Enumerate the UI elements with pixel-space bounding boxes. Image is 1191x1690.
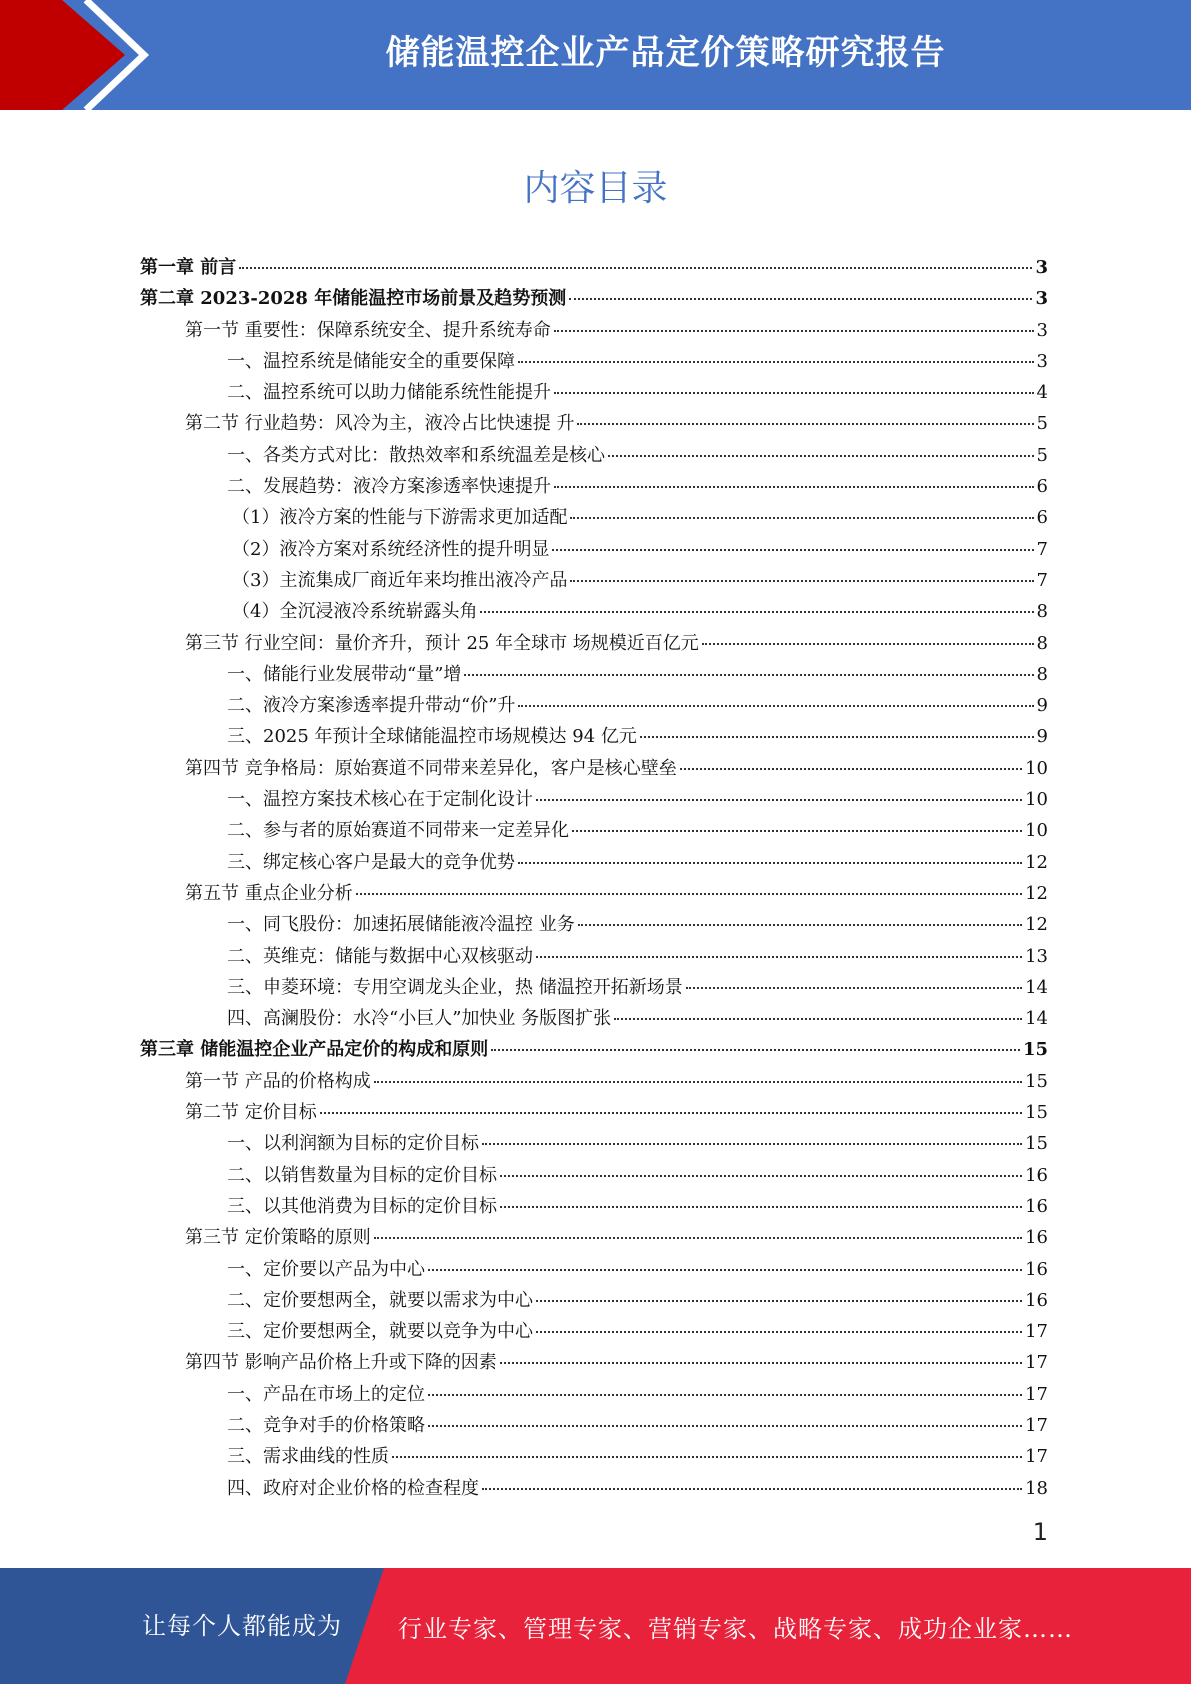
toc-entry[interactable]: [140, 910, 1048, 941]
toc-entry[interactable]: [140, 1474, 1048, 1505]
toc-entry-page: 17: [1025, 1321, 1048, 1343]
toc-entry-label: 二、以销售数量为目标的定价目标: [227, 1164, 497, 1186]
toc-entry[interactable]: [140, 1035, 1048, 1066]
toc-entry-page: 17: [1025, 1383, 1048, 1405]
toc-dot-leader: [554, 486, 1034, 488]
toc-entry[interactable]: [140, 1380, 1048, 1411]
toc-entry-label: 一、各类方式对比：散热效率和系统温差是核心: [227, 444, 605, 466]
toc-entry[interactable]: [140, 1067, 1048, 1098]
toc-entry-page: 15: [1025, 1070, 1048, 1092]
toc-entry[interactable]: [140, 1255, 1048, 1286]
toc-entry-label: 一、以利润额为目标的定价目标: [227, 1133, 479, 1155]
toc-dot-leader: [239, 267, 1032, 269]
toc-entry-label: （3）主流集成厂商近年来均推出液冷产品: [232, 569, 568, 591]
toc-dot-leader: [577, 423, 1033, 425]
toc-entry-label: 三、绑定核心客户是最大的竞争优势: [227, 851, 515, 873]
toc-entry-label: 四、高澜股份：水冷“小巨人”加快业 务版图扩张: [227, 1008, 612, 1030]
toc-entry-label: 第三章 储能温控企业产品定价的构成和原则: [140, 1039, 489, 1061]
toc-dot-leader: [614, 1018, 1022, 1020]
toc-entry[interactable]: [140, 1223, 1048, 1254]
toc-entry-page: 17: [1025, 1352, 1048, 1374]
toc-entry-page: 18: [1025, 1477, 1048, 1499]
toc-entry[interactable]: [140, 253, 1048, 284]
toc-entry-page: 6: [1036, 507, 1048, 529]
toc-entry-page: 14: [1025, 976, 1048, 998]
toc-dot-leader: [552, 549, 1033, 551]
toc-entry-page: 12: [1025, 851, 1048, 873]
toc-dot-leader: [320, 1112, 1022, 1114]
toc-entry-page: 16: [1025, 1164, 1048, 1186]
toc-entry-label: 第三节 定价策略的原则: [185, 1227, 371, 1249]
toc-entry[interactable]: [140, 597, 1048, 628]
toc-dot-leader: [702, 643, 1034, 645]
toc-entry[interactable]: [140, 1192, 1048, 1223]
toc-dot-leader: [500, 1175, 1022, 1177]
toc-entry-page: 15: [1022, 1039, 1048, 1061]
toc-entry-label: 一、产品在市场上的定位: [227, 1383, 425, 1405]
toc-entry-label: 三、申菱环境：专用空调龙头企业，热 储温控开拓新场景: [227, 976, 683, 998]
toc-entry-page: 10: [1025, 757, 1048, 779]
toc-entry[interactable]: [140, 816, 1048, 847]
toc-entry-page: 5: [1036, 413, 1048, 435]
toc-dot-leader: [482, 1143, 1022, 1145]
toc-entry-page: 9: [1036, 726, 1048, 748]
toc-entry[interactable]: [140, 316, 1048, 347]
toc-entry-page: 3: [1035, 257, 1048, 278]
toc-entry[interactable]: [140, 347, 1048, 378]
toc-entry-label: 一、定价要以产品为中心: [227, 1258, 425, 1280]
toc-dot-leader: [608, 455, 1034, 457]
toc-dot-leader: [374, 1237, 1022, 1239]
toc-dot-leader: [428, 1394, 1022, 1396]
toc-entry-page: 13: [1025, 945, 1048, 967]
toc-entry-page: 4: [1036, 382, 1048, 404]
toc-entry[interactable]: [140, 785, 1048, 816]
toc-entry-page: 12: [1025, 882, 1048, 904]
toc-entry-label: 二、参与者的原始赛道不同带来一定差异化: [227, 820, 569, 842]
toc-entry-label: （4）全沉浸液冷系统崭露头角: [232, 601, 478, 623]
toc-entry[interactable]: [140, 1161, 1048, 1192]
toc-entry-label: 第一节 产品的价格构成: [185, 1070, 371, 1092]
toc-entry-page: 17: [1025, 1414, 1048, 1436]
toc-entry[interactable]: [140, 879, 1048, 910]
toc-dot-leader: [518, 361, 1034, 363]
report-title: 储能温控企业产品定价策略研究报告: [385, 33, 946, 73]
toc-entry-label: 三、以其他消费为目标的定价目标: [227, 1195, 497, 1217]
toc-dot-leader: [480, 611, 1033, 613]
toc-entry[interactable]: [140, 848, 1048, 879]
toc-dot-leader: [554, 330, 1034, 332]
toc-entry[interactable]: [140, 1411, 1048, 1442]
toc-entry-page: 3: [1036, 319, 1048, 341]
toc-dot-leader: [680, 768, 1022, 770]
toc-dot-leader: [569, 298, 1032, 300]
toc-dot-leader: [518, 705, 1033, 707]
toc-entry-label: 三、定价要想两全，就要以竞争为中心: [227, 1321, 533, 1343]
toc-dot-leader: [570, 517, 1033, 519]
toc-entry-label: 第二节 定价目标: [185, 1102, 317, 1124]
toc-entry-label: 二、竞争对手的价格策略: [227, 1414, 425, 1436]
toc-entry-page: 15: [1025, 1102, 1048, 1124]
red-arrow-decoration: [0, 0, 160, 110]
toc-dot-leader: [428, 1425, 1022, 1427]
toc-entry-page: 8: [1036, 632, 1048, 654]
toc-entry-page: 14: [1025, 1008, 1048, 1030]
toc-dot-leader: [536, 1300, 1022, 1302]
toc-entry-page: 15: [1025, 1133, 1048, 1155]
toc-entry-label: 一、温控系统是储能安全的重要保障: [227, 350, 515, 372]
toc-dot-leader: [536, 1331, 1022, 1333]
toc-entry-page: 10: [1025, 820, 1048, 842]
toc-entry-label: 一、同飞股份：加速拓展储能液冷温控 业务: [227, 914, 575, 936]
table-of-contents: [140, 253, 1048, 1505]
toc-entry-label: （2）液冷方案对系统经济性的提升明显: [232, 538, 550, 560]
toc-entry-label: 第三节 行业空间：量价齐升，预计 25 年全球市 场规模近百亿元: [185, 632, 699, 654]
toc-entry-page: 12: [1025, 914, 1048, 936]
toc-entry[interactable]: [140, 378, 1048, 409]
toc-entry[interactable]: [140, 942, 1048, 973]
toc-entry-label: 二、英维克：储能与数据中心双核驱动: [227, 945, 533, 967]
toc-entry[interactable]: [140, 1317, 1048, 1348]
toc-dot-leader: [640, 736, 1034, 738]
toc-entry-label: 二、液冷方案渗透率提升带动“价”升: [227, 695, 516, 717]
toc-dot-leader: [536, 956, 1022, 958]
toc-dot-leader: [554, 392, 1034, 394]
toc-dot-leader: [572, 830, 1022, 832]
toc-entry-page: 16: [1025, 1227, 1048, 1249]
toc-entry-page: 9: [1036, 695, 1048, 717]
toc-dot-leader: [464, 674, 1033, 676]
toc-entry-page: 16: [1025, 1258, 1048, 1280]
toc-entry-page: 8: [1036, 601, 1048, 623]
header-banner: [0, 0, 1191, 110]
toc-entry-page: 3: [1035, 288, 1048, 310]
toc-dot-leader: [500, 1362, 1022, 1364]
toc-entry-label: 第二章 2023-2028 年储能温控市场前景及趋势预测: [140, 288, 567, 310]
toc-entry-page: 7: [1036, 538, 1048, 560]
toc-dot-leader: [392, 1456, 1022, 1458]
toc-dot-leader: [536, 799, 1022, 801]
toc-entry[interactable]: [140, 409, 1048, 440]
toc-entry-page: 16: [1025, 1195, 1048, 1217]
toc-entry[interactable]: [140, 472, 1048, 503]
toc-entry-label: 第一章 前言: [140, 257, 237, 278]
toc-entry[interactable]: [140, 1129, 1048, 1160]
toc-entry-label: 第二节 行业趋势：风冷为主，液冷占比快速提 升: [185, 413, 575, 435]
toc-entry-label: 第五节 重点企业分析: [185, 882, 353, 904]
toc-heading: 内容目录: [523, 168, 668, 209]
toc-entry-label: （1）液冷方案的性能与下游需求更加适配: [232, 507, 568, 529]
toc-entry-label: 四、政府对企业价格的检查程度: [227, 1477, 479, 1499]
toc-dot-leader: [482, 1488, 1022, 1490]
toc-dot-leader: [686, 987, 1022, 989]
page-number: 1: [1032, 1518, 1048, 1546]
toc-entry-label: 第四节 影响产品价格上升或下降的因素: [185, 1352, 497, 1374]
toc-entry[interactable]: [140, 1348, 1048, 1379]
footer-slogan-left: 让每个人都能成为: [142, 1612, 342, 1640]
toc-entry-label: 一、温控方案技术核心在于定制化设计: [227, 789, 533, 811]
toc-entry-label: 第一节 重要性：保障系统安全、提升系统寿命: [185, 319, 551, 341]
toc-entry[interactable]: [140, 660, 1048, 691]
toc-entry[interactable]: [140, 566, 1048, 597]
toc-entry[interactable]: [140, 973, 1048, 1004]
toc-entry[interactable]: [140, 691, 1048, 722]
toc-entry-page: 8: [1036, 663, 1048, 685]
toc-entry-page: 16: [1025, 1289, 1048, 1311]
toc-entry-page: 7: [1036, 569, 1048, 591]
toc-entry[interactable]: [140, 754, 1048, 785]
toc-entry-label: 二、发展趋势：液冷方案渗透率快速提升: [227, 476, 551, 498]
toc-entry[interactable]: [140, 535, 1048, 566]
toc-entry[interactable]: [140, 1442, 1048, 1473]
toc-dot-leader: [491, 1049, 1020, 1051]
toc-dot-leader: [578, 924, 1022, 926]
toc-dot-leader: [374, 1081, 1022, 1083]
toc-entry[interactable]: [140, 629, 1048, 660]
footer-slogan-right: 行业专家、管理专家、营销专家、战略专家、成功企业家……: [398, 1615, 1073, 1643]
toc-entry-label: 一、储能行业发展带动“量”增: [227, 663, 462, 685]
toc-entry[interactable]: [140, 441, 1048, 472]
toc-entry-label: 二、定价要想两全，就要以需求为中心: [227, 1289, 533, 1311]
toc-dot-leader: [500, 1206, 1022, 1208]
toc-entry-label: 二、温控系统可以助力储能系统性能提升: [227, 382, 551, 404]
toc-entry[interactable]: [140, 722, 1048, 753]
toc-entry-label: 第四节 竞争格局：原始赛道不同带来差异化，客户是核心壁垒: [185, 757, 677, 779]
toc-entry[interactable]: [140, 1004, 1048, 1035]
toc-entry-page: 10: [1025, 789, 1048, 811]
toc-entry-label: 三、需求曲线的性质: [227, 1446, 389, 1468]
toc-dot-leader: [356, 893, 1022, 895]
toc-entry[interactable]: [140, 284, 1048, 315]
toc-entry-page: 5: [1036, 444, 1048, 466]
toc-entry-page: 3: [1036, 350, 1048, 372]
toc-entry[interactable]: [140, 1098, 1048, 1129]
toc-entry-label: 三、2025 年预计全球储能温控市场规模达 94 亿元: [227, 726, 637, 748]
toc-entry[interactable]: [140, 503, 1048, 534]
toc-entry[interactable]: [140, 1286, 1048, 1317]
toc-dot-leader: [428, 1269, 1022, 1271]
toc-dot-leader: [570, 580, 1033, 582]
toc-entry-page: 6: [1036, 476, 1048, 498]
toc-entry-page: 17: [1025, 1446, 1048, 1468]
toc-dot-leader: [518, 862, 1022, 864]
